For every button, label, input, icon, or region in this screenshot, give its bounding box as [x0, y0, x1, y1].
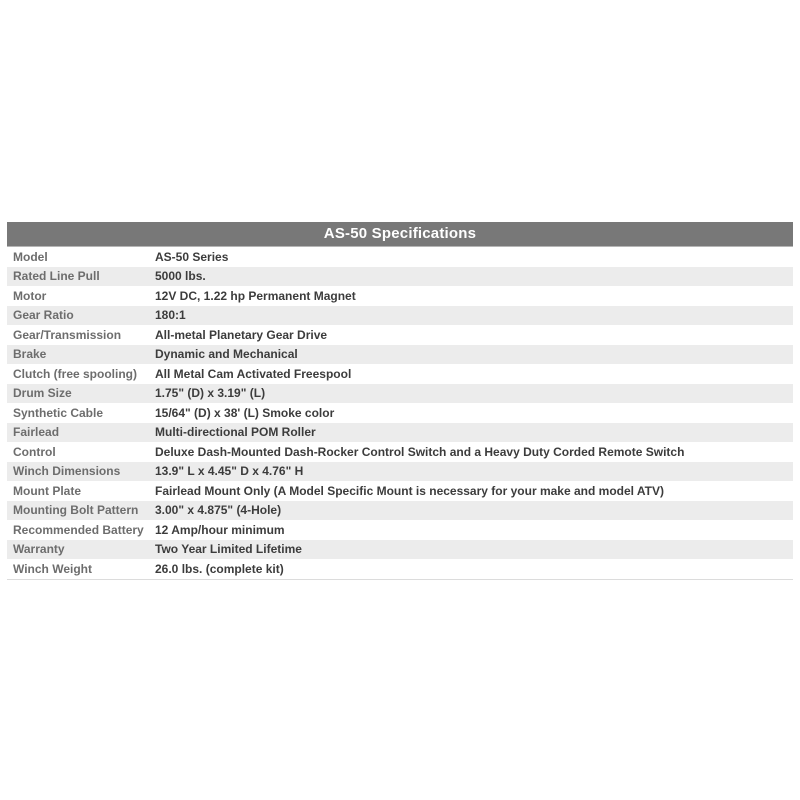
- table-row: [7, 403, 793, 423]
- spec-label: Recommended Battery: [13, 522, 144, 537]
- spec-label: Gear/Transmission: [13, 327, 122, 342]
- spec-value: All-metal Planetary Gear Drive: [155, 327, 328, 342]
- spec-value: 5000 lbs.: [155, 269, 206, 284]
- spec-table-title: AS-50 Specifications: [7, 222, 793, 247]
- spec-label: Mount Plate: [13, 483, 81, 498]
- spec-label: Synthetic Cable: [13, 405, 104, 420]
- spec-value: AS-50 Series: [155, 249, 229, 264]
- specifications-table: [7, 222, 793, 580]
- spec-label: Drum Size: [13, 386, 72, 401]
- spec-label: Brake: [13, 347, 47, 362]
- table-row: [7, 267, 793, 287]
- spec-label: Winch Dimensions: [13, 464, 121, 479]
- table-row: [7, 462, 793, 482]
- table-row: [7, 325, 793, 345]
- table-row: [7, 481, 793, 501]
- spec-value: All Metal Cam Activated Freespool: [155, 366, 352, 381]
- table-row: [7, 501, 793, 521]
- table-row: [7, 247, 793, 267]
- table-row: [7, 364, 793, 384]
- spec-label: Mounting Bolt Pattern: [13, 503, 139, 518]
- spec-label: Winch Weight: [13, 561, 92, 576]
- table-row: [7, 559, 793, 579]
- table-row: [7, 286, 793, 306]
- table-row: [7, 520, 793, 540]
- spec-value: 12 Amp/hour minimum: [155, 522, 285, 537]
- spec-value: Deluxe Dash-Mounted Dash-Rocker Control Switch and a Heavy Duty Corded Remote Switch: [155, 444, 685, 459]
- spec-value: Dynamic and Mechanical: [155, 347, 298, 362]
- spec-value: 3.00" x 4.875" (4-Hole): [155, 503, 282, 518]
- spec-label: Model: [13, 249, 48, 264]
- spec-value: 26.0 lbs. (complete kit): [155, 561, 284, 576]
- spec-label: Gear Ratio: [13, 308, 74, 323]
- spec-value: Fairlead Mount Only (A Model Specific Mount is necessary for your make and model ATV): [155, 483, 664, 498]
- spec-label: Control: [13, 444, 56, 459]
- table-row: [7, 540, 793, 560]
- spec-label: Motor: [13, 288, 47, 303]
- table-row: [7, 423, 793, 443]
- spec-value: 180:1: [155, 308, 186, 323]
- table-row: [7, 442, 793, 462]
- spec-value: Multi-directional POM Roller: [155, 425, 316, 440]
- spec-value: Two Year Limited Lifetime: [155, 542, 302, 557]
- spec-label: Clutch (free spooling): [13, 366, 137, 381]
- spec-value: 13.9" L x 4.45" D x 4.76" H: [155, 464, 304, 479]
- spec-value: 15/64" (D) x 38' (L) Smoke color: [155, 405, 335, 420]
- table-row: [7, 306, 793, 326]
- spec-label: Fairlead: [13, 425, 60, 440]
- spec-value: 1.75" (D) x 3.19" (L): [155, 386, 266, 401]
- spec-value: 12V DC, 1.22 hp Permanent Magnet: [155, 288, 356, 303]
- table-row: [7, 345, 793, 365]
- spec-label: Rated Line Pull: [13, 269, 100, 284]
- spec-label: Warranty: [13, 542, 65, 557]
- spec-table-body: [7, 247, 793, 579]
- table-row: [7, 384, 793, 404]
